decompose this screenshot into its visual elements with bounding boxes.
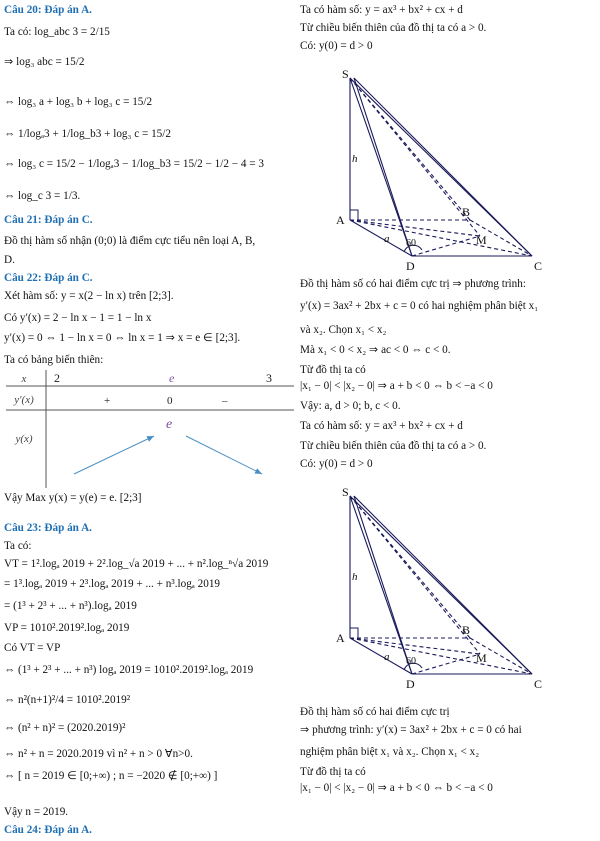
text-line: ⇔ [ n = 2019 ∈ [0;+∞) ; n = −2020 ∉ [0;+∞) ] bbox=[4, 770, 218, 782]
table-x-value: e bbox=[169, 371, 175, 385]
figure-label: A bbox=[336, 213, 345, 227]
text-line: |x₁ − 0| < |x₂ − 0| ⇒ a + b < 0 ⇔ b < −a < 0 bbox=[300, 380, 493, 392]
text-line: Đồ thị hàm số có hai điểm cực trị bbox=[300, 706, 450, 718]
text-line: Có VT = VP bbox=[4, 642, 61, 654]
figure-label: B bbox=[462, 205, 471, 219]
figure-label: M bbox=[476, 233, 487, 247]
text-line: Ta có hàm số: y = ax³ + bx² + cx + d bbox=[300, 4, 463, 16]
text-line: ⇒ log₃ abc = 15/2 bbox=[4, 56, 85, 68]
text-line: ⇔ log_c 3 = 1/3. bbox=[4, 190, 81, 202]
figure-label: B bbox=[462, 623, 471, 637]
table-x-value: 2 bbox=[54, 371, 60, 385]
edge-SB bbox=[350, 78, 470, 220]
figure-label: h bbox=[352, 153, 358, 165]
table-head-y: y(x) bbox=[15, 433, 33, 445]
edge-line bbox=[354, 496, 412, 674]
figure-label: S bbox=[342, 488, 349, 499]
figure-label: 60 bbox=[406, 656, 416, 667]
text-line: Có y′(x) = 2 − ln x − 1 = 1 − ln x bbox=[4, 312, 152, 324]
right-angle-mark bbox=[350, 210, 358, 220]
edge-AD bbox=[350, 638, 412, 674]
pyramid-figure bbox=[330, 70, 590, 276]
text-line: Đồ thị hàm số nhận (0;0) là điểm cực tiểu nên loại A, B, bbox=[4, 235, 256, 247]
text-line: D. bbox=[4, 254, 15, 266]
text-line: = 1³.logₐ 2019 + 2³.logₐ 2019 + ... + n³.logₐ 2019 bbox=[4, 578, 221, 590]
figure-label: D bbox=[406, 677, 415, 691]
text-line: Đồ thị hàm số có hai điểm cực trị ⇒ phương trình: bbox=[300, 278, 526, 290]
figure-label: M bbox=[476, 651, 487, 665]
edge-AM bbox=[350, 220, 480, 236]
text-line: y′(x) = 0 ⇔ 1 − ln x = 0 ⇔ ln x = 1 ⇒ x = e ∈ [2;3]. bbox=[4, 332, 241, 344]
figure-label: S bbox=[342, 70, 349, 81]
text-line: Có: y(0) = d > 0 bbox=[300, 458, 373, 470]
text-line: y′(x) = 3ax² + 2bx + c = 0 có hai nghiệm phân biệt x₁ bbox=[300, 300, 539, 312]
text-line: Ta có hàm số: y = ax³ + bx² + cx + d bbox=[300, 420, 463, 432]
edge-SM bbox=[350, 496, 480, 654]
text-line: Ta có bảng biến thiên: bbox=[4, 354, 104, 366]
figure-label: A bbox=[336, 631, 345, 645]
text-line: Từ đồ thị ta có bbox=[300, 766, 366, 778]
text-line: Vậy Max y(x) = y(e) = e. [2;3] bbox=[4, 492, 142, 504]
text-line: ⇔ 1/logₐ3 + 1/log_b3 + log₃ c = 15/2 bbox=[4, 128, 171, 140]
text-line: Vậy n = 2019. bbox=[4, 806, 69, 818]
table-head-dy: y′(x) bbox=[14, 394, 34, 406]
text-line: ⇔ log₃ c = 15/2 − 1/logₐ3 − 1/log_b3 = 15/2 − 1/2 − 4 = 3 bbox=[4, 158, 264, 170]
text-line: Mà x₁ < 0 < x₂ ⇒ ac < 0 ⇔ c < 0. bbox=[300, 344, 451, 356]
text-line: nghiệm phân biệt x₁ và x₂. Chọn x₁ < x₂ bbox=[300, 746, 480, 758]
text-line: ⇔ (n² + n)² = (2020.2019)² bbox=[4, 722, 126, 734]
table-y-value: e bbox=[166, 417, 173, 432]
answer-heading: Câu 22: Đáp án C. bbox=[4, 272, 93, 284]
text-line: VT = 1².logₐ 2019 + 2².log_√a 2019 + ... + n².log_ⁿ√a 2019 bbox=[4, 558, 269, 570]
text-line: ⇔ n² + n = 2020.2019 vì n² + n > 0 ∀n>0. bbox=[4, 748, 193, 760]
table-dy-value: – bbox=[222, 395, 228, 407]
figure-label: a bbox=[384, 651, 390, 663]
table-x-value: 3 bbox=[266, 371, 272, 385]
text-line: Từ chiều biến thiên của đồ thị ta có a > 0. bbox=[300, 22, 487, 34]
answer-heading: Câu 23: Đáp án A. bbox=[4, 522, 92, 534]
edge-AM bbox=[350, 638, 480, 654]
text-line: |x₁ − 0| < |x₂ − 0| ⇒ a + b < 0 ⇔ b < −a < 0 bbox=[300, 782, 493, 794]
text-line: = (1³ + 2³ + ... + n³).logₐ 2019 bbox=[4, 600, 137, 612]
figure-label: C bbox=[534, 259, 543, 273]
answer-heading: Câu 20: Đáp án A. bbox=[4, 4, 92, 16]
variation-table bbox=[4, 370, 294, 488]
text-line: ⇔ log₃ a + log₃ b + log₃ c = 15/2 bbox=[4, 96, 153, 108]
right-angle-mark bbox=[350, 628, 358, 638]
text-line: Ta có: bbox=[4, 540, 32, 552]
figure-label: h bbox=[352, 571, 358, 583]
text-line: và x₂. Chọn x₁ < x₂ bbox=[300, 324, 387, 336]
decrease-arrow bbox=[186, 436, 262, 474]
answer-heading: Câu 21: Đáp án C. bbox=[4, 214, 93, 226]
pyramid-figure bbox=[330, 488, 590, 694]
text-line: Ta có: log_abc 3 = 2/15 bbox=[4, 26, 110, 38]
text-line: ⇒ phương trình: y′(x) = 3ax² + 2bx + c = 0 có hai bbox=[300, 724, 522, 736]
table-dy-value: + bbox=[104, 395, 111, 407]
text-line: Vậy: a, d > 0; b, c < 0. bbox=[300, 400, 401, 412]
edge-DM bbox=[412, 236, 480, 256]
text-line: Từ đồ thị ta có bbox=[300, 364, 366, 376]
answer-heading: Câu 24: Đáp án A. bbox=[4, 824, 92, 836]
figure-label: 60 bbox=[406, 238, 416, 249]
edge-SB bbox=[350, 496, 470, 638]
text-line: ⇔ n²(n+1)²/4 = 1010².2019² bbox=[4, 694, 131, 706]
text-line: Từ chiều biến thiên của đồ thị ta có a > 0. bbox=[300, 440, 487, 452]
text-line: Có: y(0) = d > 0 bbox=[300, 40, 373, 52]
table-head-x: x bbox=[21, 373, 27, 385]
text-line: Xét hàm số: y = x(2 − ln x) trên [2;3]. bbox=[4, 290, 174, 302]
figure-label: C bbox=[534, 677, 543, 691]
figure-label: D bbox=[406, 259, 415, 273]
edge-DM bbox=[412, 654, 480, 674]
edge-line bbox=[354, 78, 412, 256]
edge-SM bbox=[350, 78, 480, 236]
table-dy-value: 0 bbox=[167, 395, 173, 407]
increase-arrow bbox=[74, 436, 154, 474]
edge-AD bbox=[350, 220, 412, 256]
figure-label: a bbox=[384, 233, 390, 245]
edge-AC bbox=[350, 638, 532, 674]
text-line: ⇔ (1³ + 2³ + ... + n³) logₐ 2019 = 1010².2019².logₐ 2019 bbox=[4, 664, 254, 676]
text-line: VP = 1010².2019².logₐ 2019 bbox=[4, 622, 130, 634]
edge-AC bbox=[350, 220, 532, 256]
